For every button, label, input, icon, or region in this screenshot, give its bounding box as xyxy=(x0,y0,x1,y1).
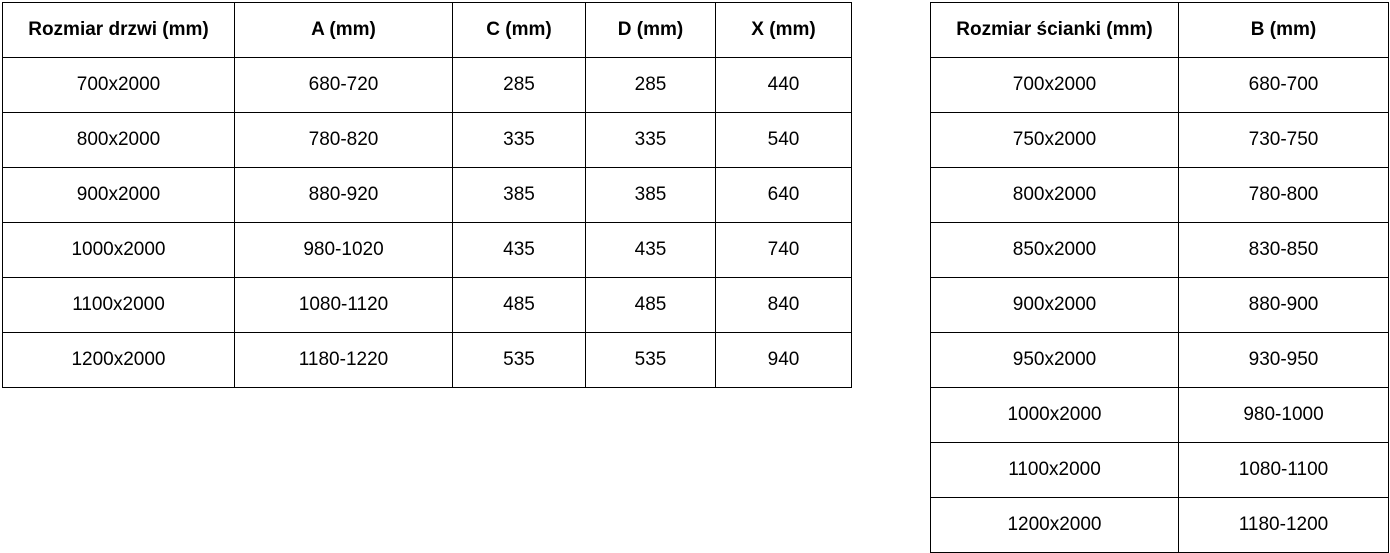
table-cell: 385 xyxy=(586,168,716,223)
table-cell: 800x2000 xyxy=(3,113,235,168)
column-header: B (mm) xyxy=(1179,3,1389,58)
table-cell: 700x2000 xyxy=(3,58,235,113)
table-row xyxy=(931,58,1389,113)
table-row xyxy=(931,113,1389,168)
table-cell: 440 xyxy=(716,58,852,113)
table-cell: 900x2000 xyxy=(3,168,235,223)
table-cell: 435 xyxy=(586,223,716,278)
table-cell: 800x2000 xyxy=(931,168,1179,223)
table-cell: 640 xyxy=(716,168,852,223)
table-row xyxy=(3,278,852,333)
table-cell: 830-850 xyxy=(1179,223,1389,278)
table-cell: 850x2000 xyxy=(931,223,1179,278)
table-cell: 940 xyxy=(716,333,852,388)
table-cell: 700x2000 xyxy=(931,58,1179,113)
table-cell: 485 xyxy=(586,278,716,333)
table-cell: 780-820 xyxy=(235,113,453,168)
table-cell: 980-1000 xyxy=(1179,388,1389,443)
table-cell: 750x2000 xyxy=(931,113,1179,168)
table-cell: 535 xyxy=(453,333,586,388)
column-header: Rozmiar ścianki (mm) xyxy=(931,3,1179,58)
table-cell: 1080-1100 xyxy=(1179,443,1389,498)
table-cell: 900x2000 xyxy=(931,278,1179,333)
table-cell: 285 xyxy=(453,58,586,113)
table-row xyxy=(931,388,1389,443)
table-cell: 1080-1120 xyxy=(235,278,453,333)
table-cell: 385 xyxy=(453,168,586,223)
table-header-row xyxy=(3,3,852,58)
column-header: D (mm) xyxy=(586,3,716,58)
table-cell: 980-1020 xyxy=(235,223,453,278)
table-header-row xyxy=(931,3,1389,58)
table-cell: 335 xyxy=(586,113,716,168)
column-header: X (mm) xyxy=(716,3,852,58)
column-header: A (mm) xyxy=(235,3,453,58)
table-cell: 780-800 xyxy=(1179,168,1389,223)
table-cell: 1180-1200 xyxy=(1179,498,1389,553)
table-cell: 740 xyxy=(716,223,852,278)
table-cell: 335 xyxy=(453,113,586,168)
wall-dimensions-table xyxy=(930,2,1389,553)
table-cell: 1180-1220 xyxy=(235,333,453,388)
table-cell: 840 xyxy=(716,278,852,333)
table-row xyxy=(931,498,1389,553)
table-row xyxy=(3,113,852,168)
table-cell: 730-750 xyxy=(1179,113,1389,168)
table-cell: 950x2000 xyxy=(931,333,1179,388)
table-row xyxy=(3,168,852,223)
table-row xyxy=(931,168,1389,223)
table-row xyxy=(931,223,1389,278)
table-cell: 680-720 xyxy=(235,58,453,113)
table-row xyxy=(931,278,1389,333)
table-cell: 930-950 xyxy=(1179,333,1389,388)
table-cell: 540 xyxy=(716,113,852,168)
table-row xyxy=(931,333,1389,388)
column-header: C (mm) xyxy=(453,3,586,58)
table-row xyxy=(3,333,852,388)
table-cell: 1200x2000 xyxy=(3,333,235,388)
table-cell: 1100x2000 xyxy=(3,278,235,333)
table-cell: 485 xyxy=(453,278,586,333)
table-row xyxy=(3,223,852,278)
table-cell: 285 xyxy=(586,58,716,113)
doors-dimensions-table xyxy=(2,2,852,388)
table-cell: 680-700 xyxy=(1179,58,1389,113)
table-row xyxy=(931,443,1389,498)
table-row xyxy=(3,58,852,113)
table-cell: 1100x2000 xyxy=(931,443,1179,498)
table-cell: 1200x2000 xyxy=(931,498,1179,553)
table-cell: 1000x2000 xyxy=(3,223,235,278)
table-cell: 535 xyxy=(586,333,716,388)
column-header: Rozmiar drzwi (mm) xyxy=(3,3,235,58)
table-cell: 435 xyxy=(453,223,586,278)
table-cell: 880-900 xyxy=(1179,278,1389,333)
table-cell: 1000x2000 xyxy=(931,388,1179,443)
table-cell: 880-920 xyxy=(235,168,453,223)
